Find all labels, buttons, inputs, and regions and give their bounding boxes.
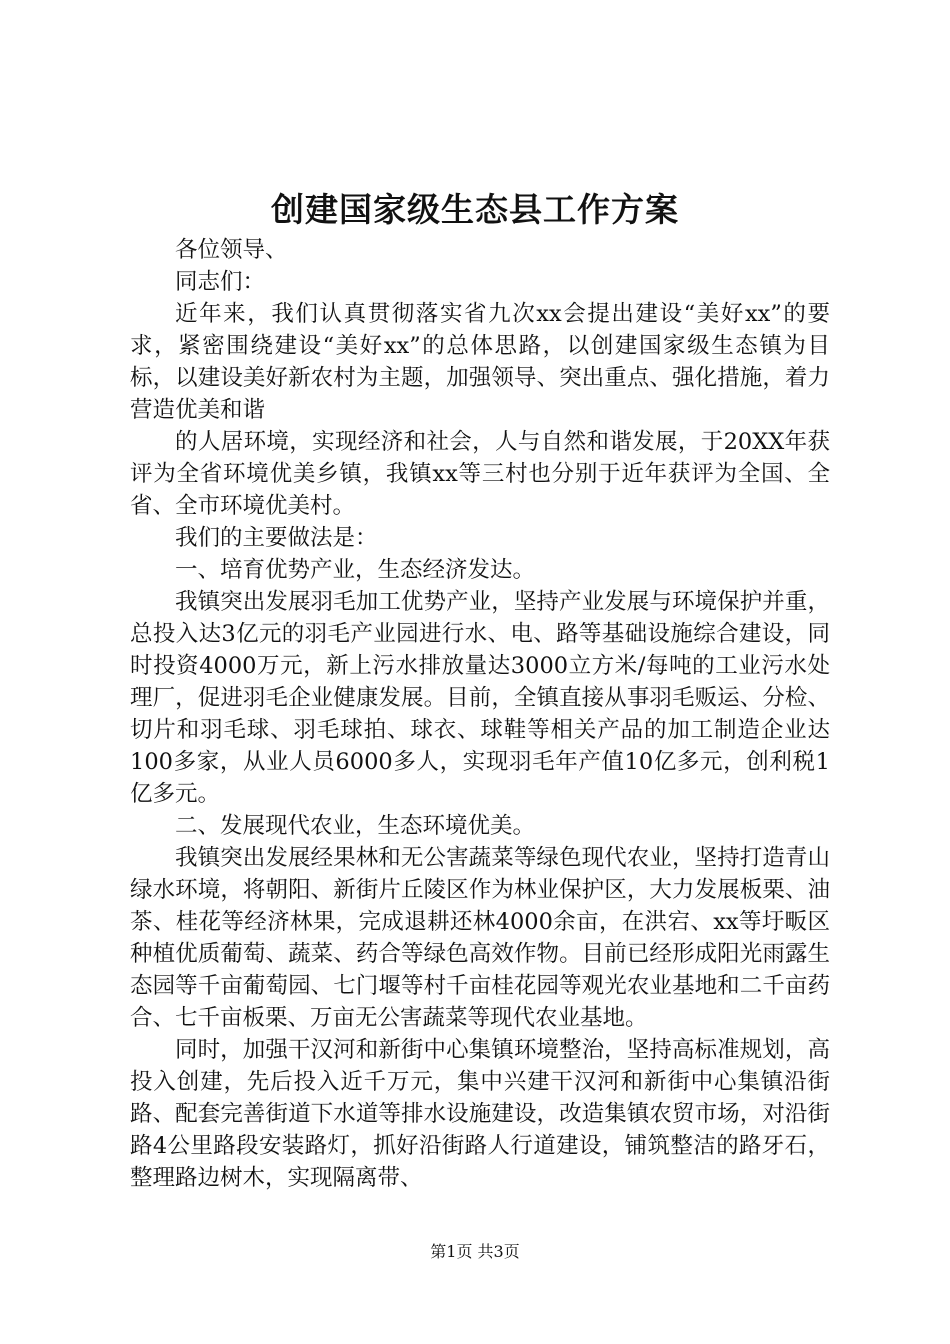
paragraph-intro-continued: 的人居环境，实现经济和社会，人与自然和谐发展，于20XX年获评为全省环境优美乡镇，我镇xx等三村也分别于近年获评为全国、全省、全市环境优美村。 <box>130 429 830 519</box>
document-title: 创建国家级生态县工作方案 <box>271 190 679 229</box>
paragraph-section-2-continued: 同时，加强干汉河和新街中心集镇环境整治，坚持高标准规划，高投入创建，先后投入近千万元，集中兴建干汉河和新街中心集镇沿街路、配套完善街道下水道等排水设施建设，改造集镇农贸市场，对沿街路4公里路段安装路灯，抓好沿街路人行道建设，铺筑整洁的路牙石，整理路边树木，实现隔离带、 <box>130 1037 830 1191</box>
paragraph-section-2: 我镇突出发展经果林和无公害蔬菜等绿色现代农业，坚持打造青山绿水环境，将朝阳、新街片丘陵区作为林业保护区，大力发展板栗、油茶、桂花等经济林果，完成退耕还林4000余亩，在洪宕、xx等圩畈区种植优质葡萄、蔬菜、药合等绿色高效作物。目前已经形成阳光雨露生态园等千亩葡萄园、七门堰等村千亩桂花园等观光农业基地和二千亩药合、七千亩板栗、万亩无公害蔬菜等现代农业基地。 <box>130 845 830 1031</box>
document-body <box>130 234 830 1194</box>
section-heading-2: 二、发展现代农业，生态环境优美。 <box>175 813 536 839</box>
salutation-comrades: 同志们： <box>175 269 266 295</box>
salutation-leaders: 各位领导、 <box>175 237 288 263</box>
page-footer: 第1页 共3页 <box>430 1242 520 1261</box>
paragraph-section-1: 我镇突出发展羽毛加工优势产业，坚持产业发展与环境保护并重，总投入达3亿元的羽毛产业园进行水、电、路等基础设施综合建设，同时投资4000万元，新上污水排放量达3000立方米/每吨的工业污水处理厂，促进羽毛企业健康发展。目前，全镇直接从事羽毛贩运、分检、切片和羽毛球、羽毛球拍、球衣、球鞋等相关产品的加工制造企业达100多家，从业人员6000多人，实现羽毛年产值10亿多元，创利税1亿多元。 <box>130 589 830 807</box>
section-heading-1: 一、培育优势产业，生态经济发达。 <box>175 557 536 583</box>
paragraph-intro: 近年来，我们认真贯彻落实省九次xx会提出建设“美好xx”的要求，紧密围绕建设“美好xx”的总体思路，以创建国家级生态镇为目标，以建设美好新农村为主题，加强领导、突出重点、强化措施，着力营造优美和谐 <box>130 301 830 423</box>
paragraph-practices-lead: 我们的主要做法是： <box>175 525 378 551</box>
